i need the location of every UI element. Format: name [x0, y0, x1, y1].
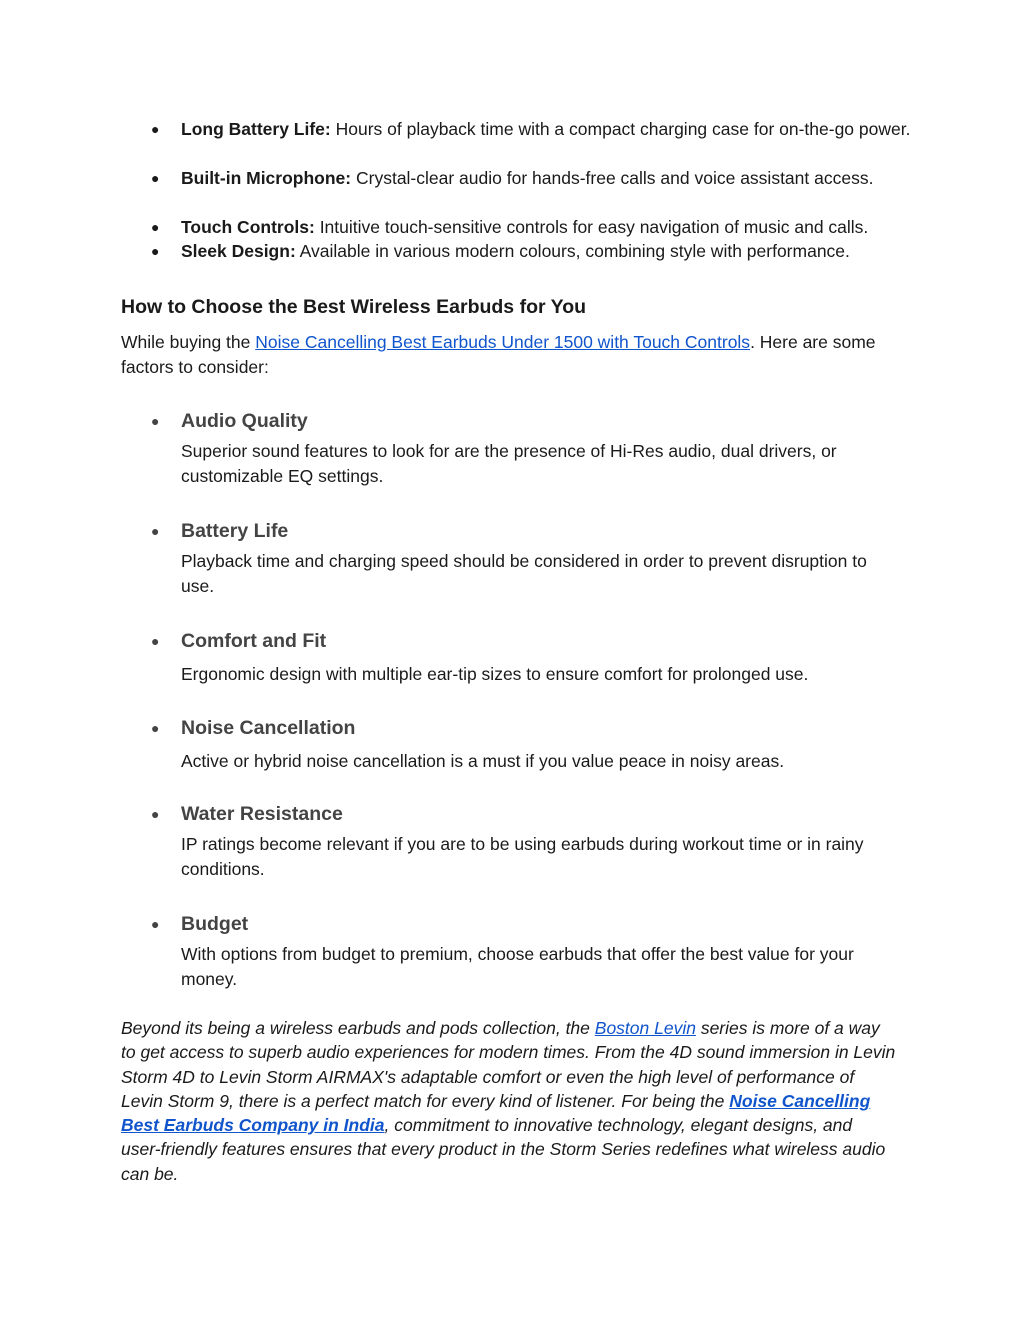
- factor-title: ● Budget: [151, 913, 249, 935]
- closing-text: series is more of a way to get access to superb audio experiences for modern times. From the 4D sound immersion in Levin Storm 4D to Levin Storm AIRMAX's adaptable comfort or even the high level of performance of Levin Storm 9, there is a perfect match for every kind of listener. For being the: [121, 1018, 896, 1111]
- factor-description: Ergonomic design with multiple ear-tip sizes to ensure comfort for prolonged use.: [181, 664, 809, 684]
- factor-item: [121, 716, 896, 774]
- feature-text: Hours of playback time with a compact charging case for on-the-go power.: [330, 119, 911, 139]
- factor-item: [121, 802, 896, 881]
- bullet-icon: ●: [151, 720, 160, 736]
- factor-description: Active or hybrid noise cancellation is a must if you value peace in noisy areas.: [181, 751, 785, 771]
- closing-text: , commitment to innovative technology, elegant designs, and user-friendly features ensures that every product in the Storm Series redefines what wireless audio can be.: [121, 1115, 886, 1184]
- bullet-icon: ●: [151, 170, 160, 186]
- factor-title: ● Noise Cancellation: [151, 717, 356, 739]
- feature-label: Long Battery Life:: [181, 119, 331, 139]
- bullet-icon: ●: [151, 633, 160, 649]
- factor-item: [121, 629, 896, 687]
- feature-item: [121, 239, 956, 264]
- bullet-icon: ●: [151, 523, 160, 539]
- bullet-icon: ●: [151, 806, 160, 822]
- factor-description: Playback time and charging speed should be considered in order to prevent disruption to use.: [181, 551, 867, 596]
- closing-paragraph: [121, 1016, 896, 1186]
- bullet-icon: ●: [151, 916, 160, 932]
- factor-item: [121, 519, 896, 598]
- feature-label: Touch Controls:: [181, 217, 315, 237]
- factor-title: ● Battery Life: [151, 520, 289, 542]
- factor-item: [121, 409, 896, 488]
- feature-item: [121, 215, 956, 240]
- earbuds-under-1500-link[interactable]: Noise Cancelling Best Earbuds Under 1500 with Touch Controls: [255, 332, 751, 352]
- feature-text: Intuitive touch-sensitive controls for easy navigation of music and calls.: [314, 217, 869, 237]
- factor-description: With options from budget to premium, choose earbuds that offer the best value for your money.: [181, 944, 854, 989]
- feature-item: [121, 117, 956, 142]
- bullet-icon: ●: [151, 243, 160, 259]
- intro-text: . Here are some factors to consider:: [121, 332, 876, 377]
- factor-description: Superior sound features to look for are the presence of Hi-Res audio, dual drivers, or customizable EQ settings.: [181, 441, 837, 486]
- bullet-icon: ●: [151, 413, 160, 429]
- factor-title: ● Audio Quality: [151, 410, 308, 432]
- bullet-icon: ●: [151, 219, 160, 235]
- closing-text: Beyond its being a wireless earbuds and pods collection, the: [121, 1018, 595, 1038]
- bullet-icon: ●: [151, 121, 160, 137]
- intro-text: While buying the: [121, 332, 256, 352]
- section-heading: How to Choose the Best Wireless Earbuds for You: [121, 296, 587, 318]
- factor-title: ● Water Resistance: [151, 803, 343, 825]
- feature-label: Sleek Design:: [181, 241, 296, 261]
- factor-description: IP ratings become relevant if you are to be using earbuds during workout time or in rainy conditions.: [181, 834, 864, 879]
- feature-item: [121, 166, 956, 191]
- factor-item: [121, 912, 896, 991]
- factor-title: ● Comfort and Fit: [151, 630, 327, 652]
- company-in-india-link[interactable]: Noise Cancelling Best Earbuds Company in India: [121, 1090, 871, 1136]
- boston-levin-link[interactable]: Boston Levin: [594, 1018, 696, 1038]
- feature-label: Built-in Microphone:: [181, 168, 352, 188]
- feature-text: Crystal-clear audio for hands-free calls and voice assistant access.: [351, 168, 874, 188]
- intro-paragraph: [121, 330, 896, 379]
- feature-text: Available in various modern colours, combining style with performance.: [295, 241, 850, 261]
